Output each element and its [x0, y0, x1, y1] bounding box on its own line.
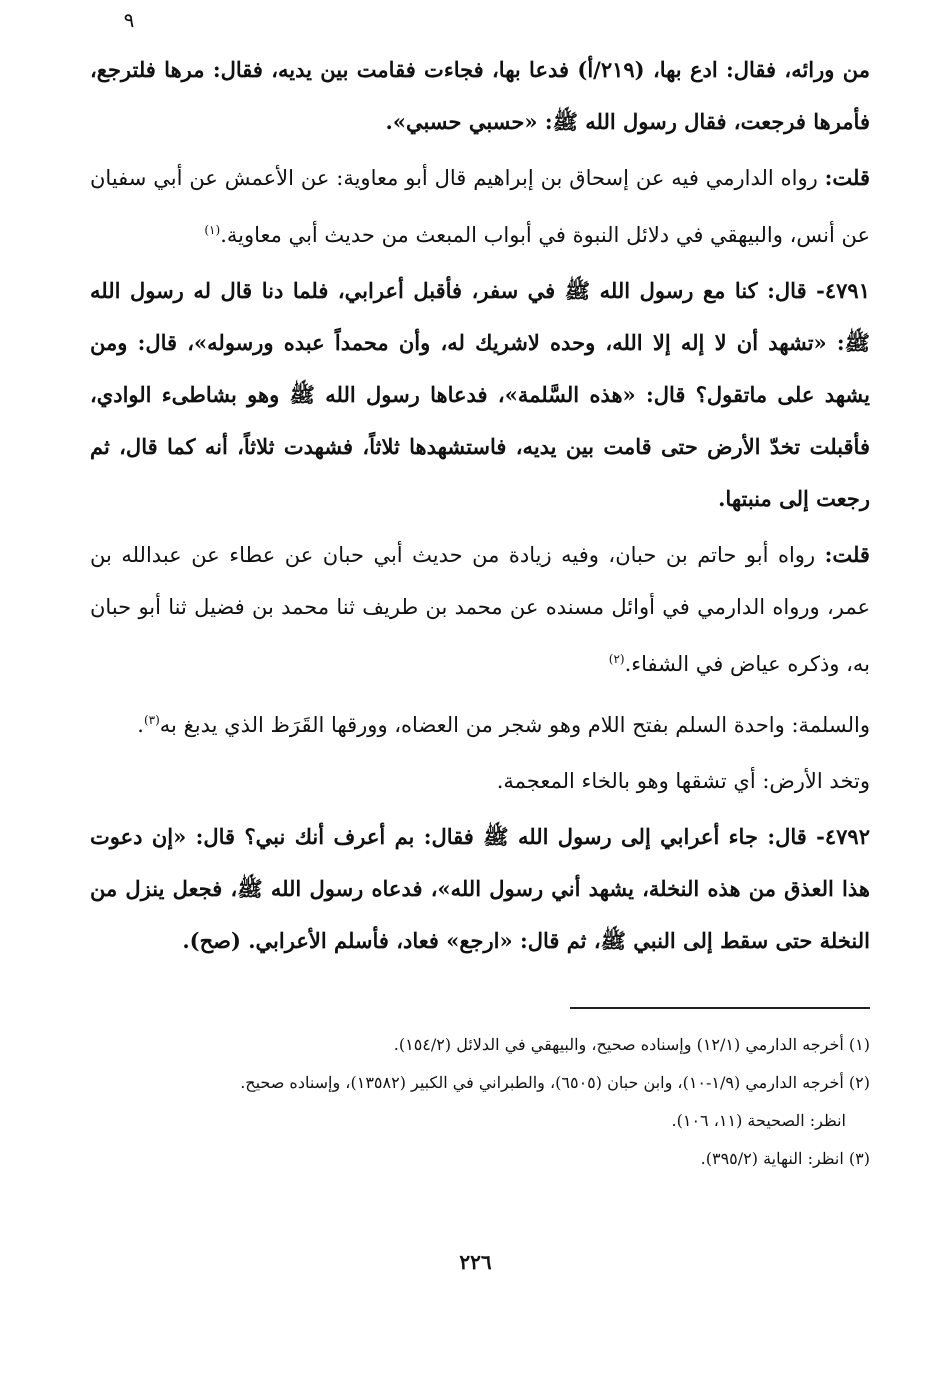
paragraph-5: والسلمة: واحدة السلم بفتح اللام وهو شجر من العضاه، وورقها القَرَظ الذي يدبغ به$^{(٣)}$.	[137, 713, 870, 737]
footnote-2-continued: انظر: الصحيحة (١١، ١٠٦).	[671, 1111, 846, 1130]
page-body	[90, 44, 870, 1181]
footnote-1: (١) أخرجه الدارمي (١٢/١) وإسناده صحيح، والبيهقي في الدلائل (١٥٤/٢).	[393, 1035, 870, 1054]
footnote-ref-3: (٣)	[143, 713, 160, 727]
hadith-number: ٤٧٩٢-	[816, 824, 870, 849]
footnote-ref-2: (٢)	[608, 652, 625, 666]
hadith-text: قال: كنا مع رسول الله ﷺ في سفر، فأقبل أعرابي، فلما دنا قال له رسول الله ﷺ: «تشهد أن لا إله إلا الله، وحده لاشريك له، وأن محمداً عبده ورسوله»، قال: ومن يشهد على ماتقول؟ قال: «هذه السَّلمة»، فدعاها رسول الله ﷺ وهو بشاطىء الوادي، فأقبلت تخدّ الأرض حتى قامت بين يديه، فاستشهدها ثلاثاً، فشهدت ثلاثاً، أنه كما قال، ثم رجعت إلى منبتها.	[90, 278, 870, 511]
paragraph-1-text: من ورائه، فقال: ادع بها، (٢١٩/أ) فدعا بها، فجاءت فقامت بين يديه، فقال: مرها فلترجع، فأمرها فرجعت، فقال رسول الله ﷺ: «حسبي حسبي».	[90, 57, 870, 134]
hadith-text: قال: جاء أعرابي إلى رسول الله ﷺ فقال: بم أعرف أنك نبي؟ قال: «إن دعوت هذا العذق من هذه النخلة، يشهد أني رسول الله»، فدعاه رسول الله ﷺ، فجعل ينزل من النخلة حتى سقط إلى النبي ﷺ، ثم قال: «ارجع» فعاد، فأسلم الأعرابي. (صح).	[90, 824, 870, 953]
corner-mark: ٩	[123, 8, 135, 32]
hadith-4791	[90, 265, 870, 525]
paragraph-1	[90, 44, 870, 148]
qultu-label: قلت:	[824, 542, 870, 567]
footnote-2: (٢) أخرجه الدارمي (١/٩-١٠)، وابن حبان (٦٥٠٥)، والطبراني في الكبير (١٣٥٨٢)، وإسناده صحيح.	[240, 1073, 870, 1092]
paragraph-2-text: رواه الدارمي فيه عن إسحاق بن إبراهيم قال أبو معاوية: عن الأعمش عن أبي سفيان عن أنس، والبيهقي في دلائل النبوة في أبواب المبعث من حديث أبي معاوية.	[90, 166, 870, 247]
page-number: ٢٢٦	[459, 1250, 492, 1274]
paragraph-4	[90, 529, 870, 690]
paragraph-5-text: والسلمة: واحدة السلم بفتح اللام وهو شجر من العضاه، وورقها القَرَظ الذي يدبغ به	[159, 713, 870, 737]
paragraph-4-text: رواه أبو حاتم بن حبان، وفيه زيادة من حديث أبي حبان عن عطاء عن عبدالله بن عمر، ورواه الدارمي في أوائل مسنده عن محمد بن طريف ثنا محمد بن فضيل ثنا أبو حبان به، وذكره عياض في الشفاء.	[90, 543, 870, 676]
qultu-label: قلت:	[824, 165, 870, 190]
paragraph-2	[90, 152, 870, 261]
hadith-4792	[90, 811, 870, 967]
footnote-3: (٣) انظر: النهاية (٣٩٥/٢).	[700, 1149, 870, 1168]
paragraph-6	[90, 755, 870, 807]
footnote-divider	[570, 1007, 870, 1009]
hadith-number: ٤٧٩١-	[816, 278, 870, 303]
footnote-ref-1: (١)	[204, 223, 221, 237]
paragraph-6-text: وتخد الأرض: أي تشقها وهو بالخاء المعجمة.	[496, 769, 870, 793]
